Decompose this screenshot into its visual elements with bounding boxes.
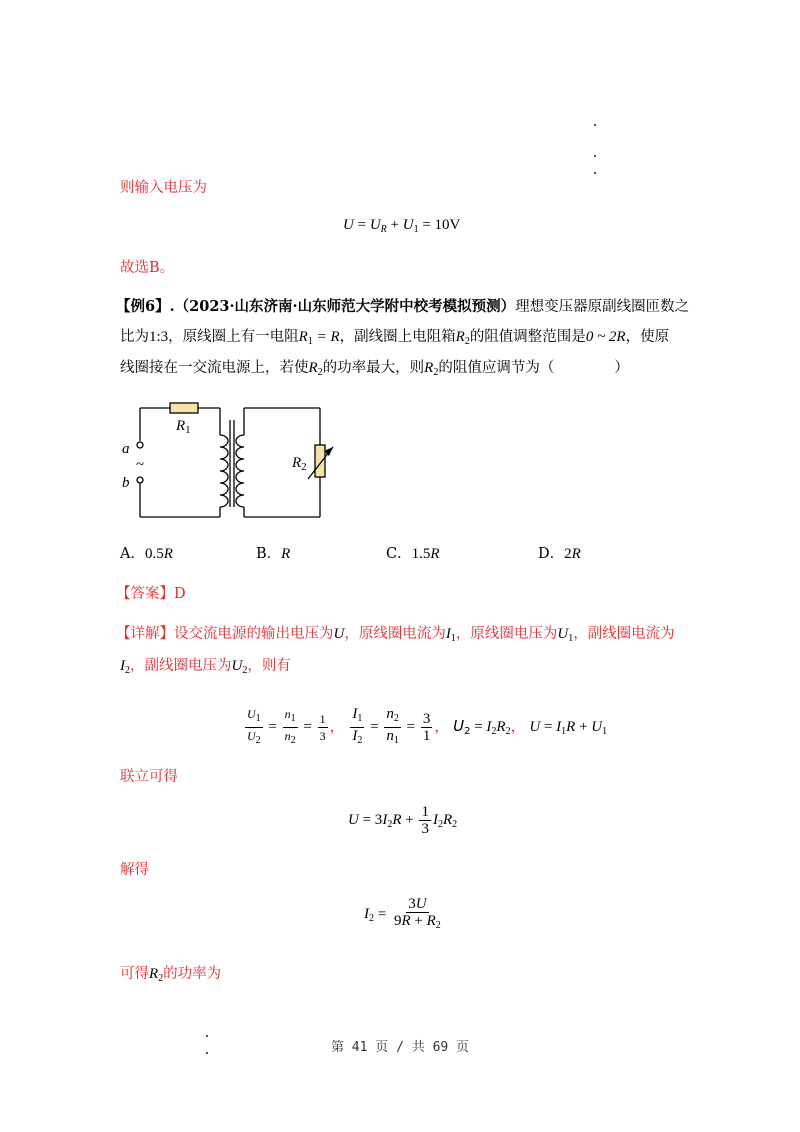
label-b: b [122, 475, 130, 491]
combine-label: 联立可得 [120, 769, 178, 785]
answer-value: D [174, 586, 186, 602]
label-a: a [122, 441, 130, 457]
option-a[interactable]: A．0.5R [120, 546, 173, 562]
equation-combined: $U = 3I_2R$ + $\frac{1}{3}$ $I_2R_2$ [348, 804, 458, 837]
speck [594, 155, 596, 157]
solve-label: 解得 [120, 862, 149, 878]
speck [594, 124, 596, 126]
svg-text:R2: $R_2$ [292, 455, 307, 473]
label-r1: R [176, 418, 186, 434]
terminal-a [137, 442, 143, 448]
detail-label: 【详解】 [116, 626, 174, 642]
question-line-2: 比为1:3，原线圈上有一电阻$R_1 = R$，副线圈上电阻箱$R_2$的阻值调整范围是0 ~ 2R，使原 [120, 329, 670, 347]
label-r2: R [292, 455, 302, 471]
primary-coil [220, 435, 228, 507]
label-tilde: ~ [136, 457, 145, 473]
equation-group: $\frac{U_1}{U_2}$ = $\frac{n_1}{n_2}$ = $\frac{1}{3}$ ， $\frac{I_1}{I_2}$ = $\frac{n_2}{n_1}$ = $\frac{3}{1}$ ， $U_2 = I_2R_2$， $U = I_1R + U_1$ [247, 706, 608, 746]
option-c[interactable]: C．1.5R [386, 546, 440, 562]
secondary-coil [236, 435, 244, 507]
page-number: 第 41 页 / 共 69 页 [330, 1040, 470, 1055]
resistor-r1 [170, 403, 198, 413]
equation-i2: $I_2$ = $\frac{3U}{9R + R_2}$ [364, 896, 441, 931]
answer-line [116, 584, 186, 604]
option-b[interactable]: B．R [256, 546, 291, 562]
detail-line-2: $I_2$，副线圈电压为$U_2$，则有 [120, 658, 291, 676]
choice-text: 故选B。 [120, 260, 175, 276]
answer-label: 【答案】 [116, 586, 174, 602]
resistor-r2 [315, 445, 325, 477]
input-voltage-label: 则输入电压为 [120, 180, 207, 196]
question-line-1: 【例6】.（2023·山东济南·山东师范大学附中校考模拟预测）理想变压器原副线圈匝数之 [116, 298, 690, 315]
equation-input-voltage: $U = U_R + U_1 = 10V$ [343, 217, 461, 235]
speck [594, 172, 596, 174]
detail-line-1: 【详解】设交流电源的输出电压为U，原线圈电流为$I_1$，原线圈电压为$U_1$，副线圈电流为 [116, 626, 675, 644]
question-line-3: 线圈接在一交流电源上，若使$R_2$的功率最大，则$R_2$的阻值应调节为（ ） [120, 360, 629, 378]
terminal-b [137, 477, 143, 483]
transformer-circuit-diagram [120, 395, 340, 525]
question-tag: 【例6】 [116, 298, 170, 315]
svg-text:R1: $R_1$ [176, 418, 191, 436]
power-label: 可得$R_2$的功率为 [120, 966, 222, 984]
option-d[interactable]: D．2R [538, 546, 581, 562]
question-source: （2023·山东济南·山东师范大学附中校考模拟预测） [174, 298, 516, 315]
